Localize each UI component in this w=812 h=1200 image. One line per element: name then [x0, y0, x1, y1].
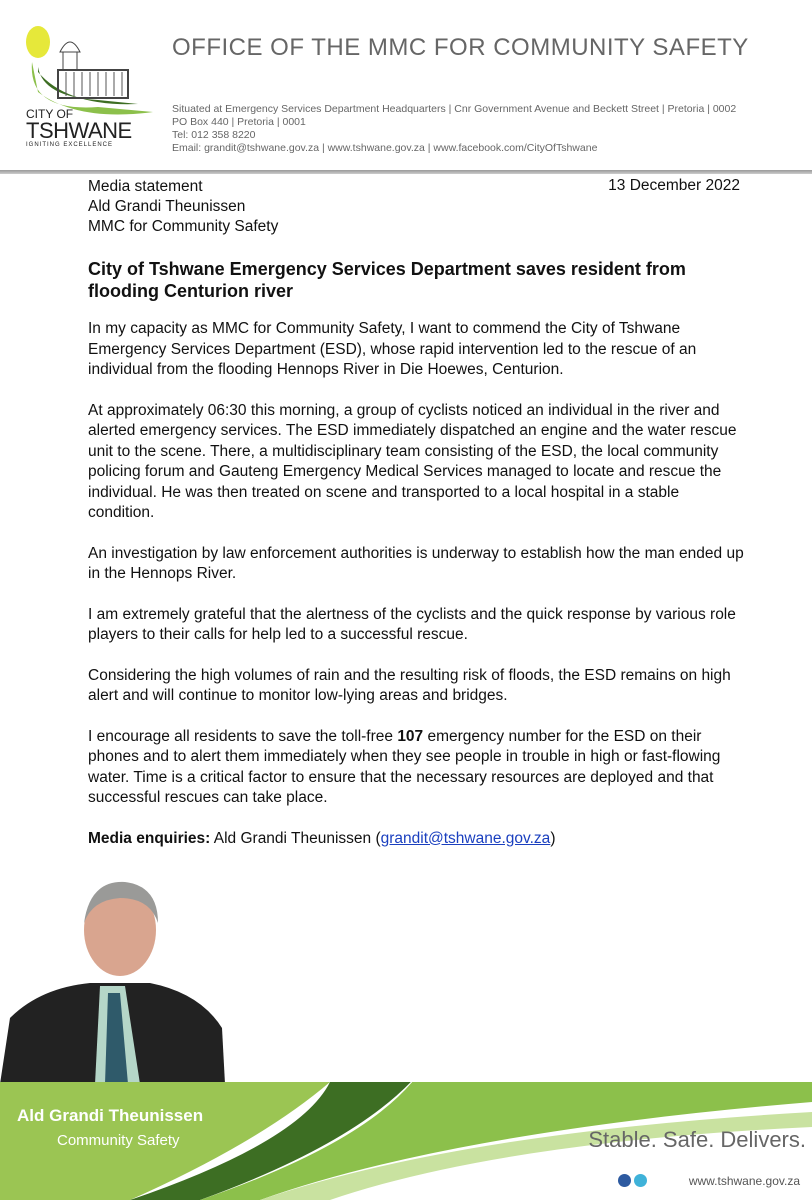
- footer-role: Community Safety: [57, 1132, 180, 1149]
- office-title: OFFICE OF THE MMC FOR COMMUNITY SAFETY: [172, 34, 749, 61]
- paragraph: In my capacity as MMC for Community Safety, I want to commend the City of Tshwane Emergency Services Department (ESD), whose rapid intervention led to the rescue of an individual from the flooding Hennops River in Die Hoewes, Centurion.: [88, 320, 697, 378]
- twitter-icon[interactable]: [634, 1174, 647, 1187]
- media-enquiries: [88, 829, 748, 850]
- logo-text: [26, 108, 132, 148]
- footer-website[interactable]: www.tshwane.gov.za: [688, 1174, 800, 1188]
- logo-line-2: TSHWANE: [26, 118, 132, 143]
- contact-address: [172, 103, 736, 155]
- text: ): [550, 829, 556, 847]
- headline: City of Tshwane Emergency Services Department saves resident from flooding Centurion river: [88, 259, 686, 301]
- enquiries-label: Media enquiries:: [88, 829, 211, 847]
- statement-type: Media statement: [88, 178, 203, 195]
- portrait-photo: [0, 868, 230, 1084]
- paragraph: At approximately 06:30 this morning, a group of cyclists noticed an individual in the river and alerted emergency services. The ESD immediately dispatched an engine and the water rescue unit to the scene. There, a multidisciplinary team consisting of the ESD, the local community policing forum and Gauteng Emergency Medical Services managed to locate and rescue the individual. He was then treated on scene and transported to a local hospital in a stable condition.: [88, 401, 737, 521]
- header-divider: [0, 170, 812, 174]
- email-link[interactable]: grandit@tshwane.gov.za: [380, 829, 551, 847]
- social-icons: [618, 1174, 647, 1187]
- statement-author: Ald Grandi Theunissen: [88, 198, 246, 215]
- statement-meta: [88, 177, 278, 237]
- address-line: Email: grandit@tshwane.gov.za | www.tshwane.gov.za | www.facebook.com/CityOfTshwane: [172, 142, 598, 154]
- facebook-icon[interactable]: [618, 1174, 631, 1187]
- logo-line-3: IGNITING EXCELLENCE: [26, 142, 114, 148]
- logo-line-1: CITY OF: [26, 107, 74, 121]
- paragraph: [88, 727, 748, 809]
- address-line: PO Box 440 | Pretoria | 0001: [172, 116, 306, 128]
- address-line: Situated at Emergency Services Department Headquarters | Cnr Government Avenue and Beckett Street | Pretoria | 0002: [172, 103, 737, 115]
- address-line: Tel: 012 358 8220: [172, 129, 256, 141]
- statement-body: [88, 319, 748, 869]
- slogan: Stable. Safe. Delivers.: [588, 1127, 806, 1152]
- statement-date: 13 December 2022: [608, 177, 740, 194]
- footer-name: Ald Grandi Theunissen: [17, 1106, 204, 1125]
- paragraph: Considering the high volumes of rain and the resulting risk of floods, the ESD remains on high alert and will continue to monitor low-lying areas and bridges.: [88, 666, 731, 704]
- enquiries-name: Ald Grandi Theunissen (: [210, 829, 381, 847]
- paragraph: I am extremely grateful that the alertness of the cyclists and the quick response by various role players to their calls for help led to a successful rescue.: [88, 605, 736, 643]
- paragraph: An investigation by law enforcement authorities is underway to establish how the man ended up in the Hennops River.: [88, 544, 744, 582]
- text: I encourage all residents to save the toll-free: [88, 727, 398, 745]
- text: emergency number for the ESD on their phones and to alert them immediately when they see people in trouble in high or fast-flowing water. Time is a critical factor to ensure that the necessary resources are deployed and that successful rescues can take place.: [88, 727, 721, 806]
- emergency-number: 107: [397, 727, 424, 745]
- statement-role: MMC for Community Safety: [88, 218, 279, 235]
